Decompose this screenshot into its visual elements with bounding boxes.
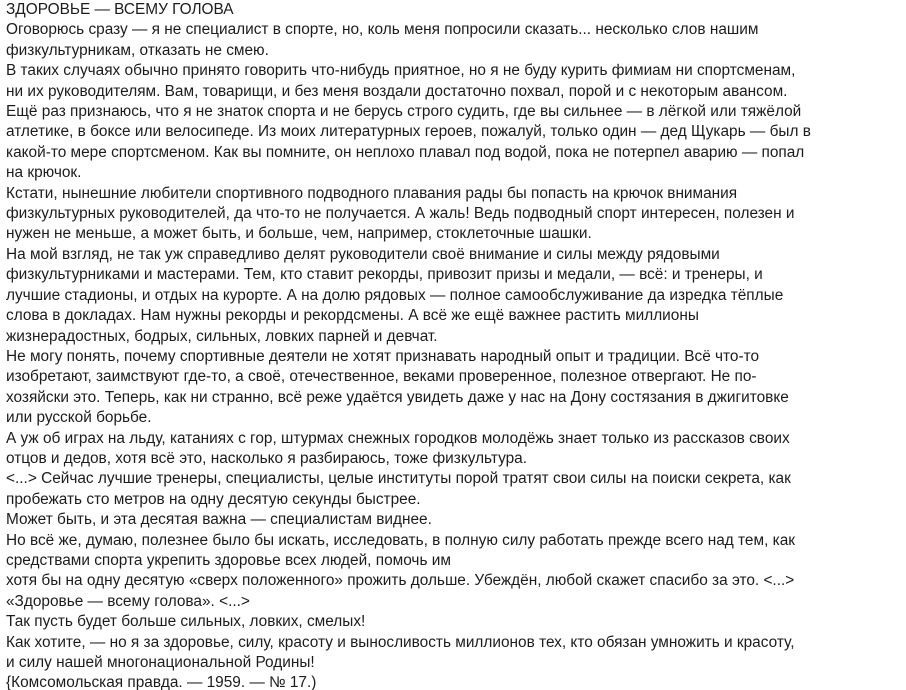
article-title: ЗДОРОВЬЕ — ВСЕМУ ГОЛОВА <box>6 1 234 18</box>
paragraph-strong: Так пусть будет больше сильных, ловких, смелых! <box>6 613 366 631</box>
paragraph-shchukar: Ещё раз признаюсь, что я не знаток спорта и не берусь строго судить, где вы сильнее — в лёгкой или тяжёлой атлетике, в боксе или велосипеде. Из моих литературных героев, пожалуй, только один — дед Щукарь — был в какой-то мере спортсменом. Как вы помните, он неплохо плавал под водой, пока не потерпел аварию — попал на крючок. <box>6 103 811 182</box>
paragraph-attention: На мой взгляд, не так уж справедливо делят руководители своё внимание и силы между рядовыми физкультурниками и мастерами. Тем, кто ставит рекорды, привозит призы и медали, — всё: и тренеры, и лучшие стадионы, и отдых на курорте. А на долю рядовых — полное самообслуживание да изредка тёплые слова в докладах. Нам нужны рекорды и рекордсмены. А всё же ещё важнее растить миллионы жизнерадостных, бодрых, сильных, ловких парней и девчат. <box>6 245 784 345</box>
paragraph-traditions: Не могу понять, почему спортивные деятели не хотят признавать народный опыт и традиции. Всё что-то изобретают, заимствуют где-то, а своё, отечественное, веками проверенное, полезное отвергают. Не по- хозяйски это. Теперь, как ни странно, всё реже удаётся увидеть даже у нас на Дону состязания в джигитовке или русской борьбе. <box>6 347 789 427</box>
paragraph-intro: Оговорюсь сразу — я не специалист в спорте, но, коль меня попросили сказать... несколько слов нашим физкультурникам, отказать не смею. <box>6 21 759 59</box>
paragraph-closing: Как хотите, — но я за здоровье, силу, красоту и выносливость миллионов тех, кто обязан умножить и красоту, и силу нашей многонациональной Родины! <box>6 633 795 671</box>
paragraph-trainers: <...> Сейчас лучшие тренеры, специалисты, целые институты порой тратят свои силы на поиски секрета, как пробежать сто метров на одну десятую секунды быстрее. <box>6 470 791 508</box>
paragraph-specialists: Может быть, и эта десятая важна — специалистам виднее. <box>6 511 432 529</box>
paragraph-health: Но всё же, думаю, полезнее было бы искать, исследовать, в полную силу работать прежде всего над тем, как средствами спорта укрепить здоровье всех людей, помочь им хотя бы на одну десятую «сверх положенного» прожить дольше. Убеждён, любой скажет спасибо за это. <...> «Здоровье — всему голова». <...> <box>6 531 795 610</box>
paragraph-praise: В таких случаях обычно принято говорить что-нибудь приятное, но я не буду курить фимиам ни спортсменам, ни их руководителям. Вам, товарищи, и без меня воздали достаточно похвал, порой и с некоторым авансом. <box>6 62 796 100</box>
source-citation: {Комсомольская правда. — 1959. — № 17.) <box>6 674 317 690</box>
paragraph-underwater-sport: Кстати, нынешние любители спортивного подводного плавания рады бы попасть на крючок внимания физкультурных руководителей, да что-то не получается. А жаль! Ведь подводный спорт интересен, полезен и нужен не меньше, а может быть, и больше, чем, например, стоклеточные шашки. <box>6 184 795 243</box>
paragraph-winter-games: А уж об играх на льду, катаниях с гор, штурмах снежных городков молодёжь знает только из рассказов своих отцов и дедов, хотя всё это, насколько я разбираюсь, тоже физкультура. <box>6 429 790 467</box>
